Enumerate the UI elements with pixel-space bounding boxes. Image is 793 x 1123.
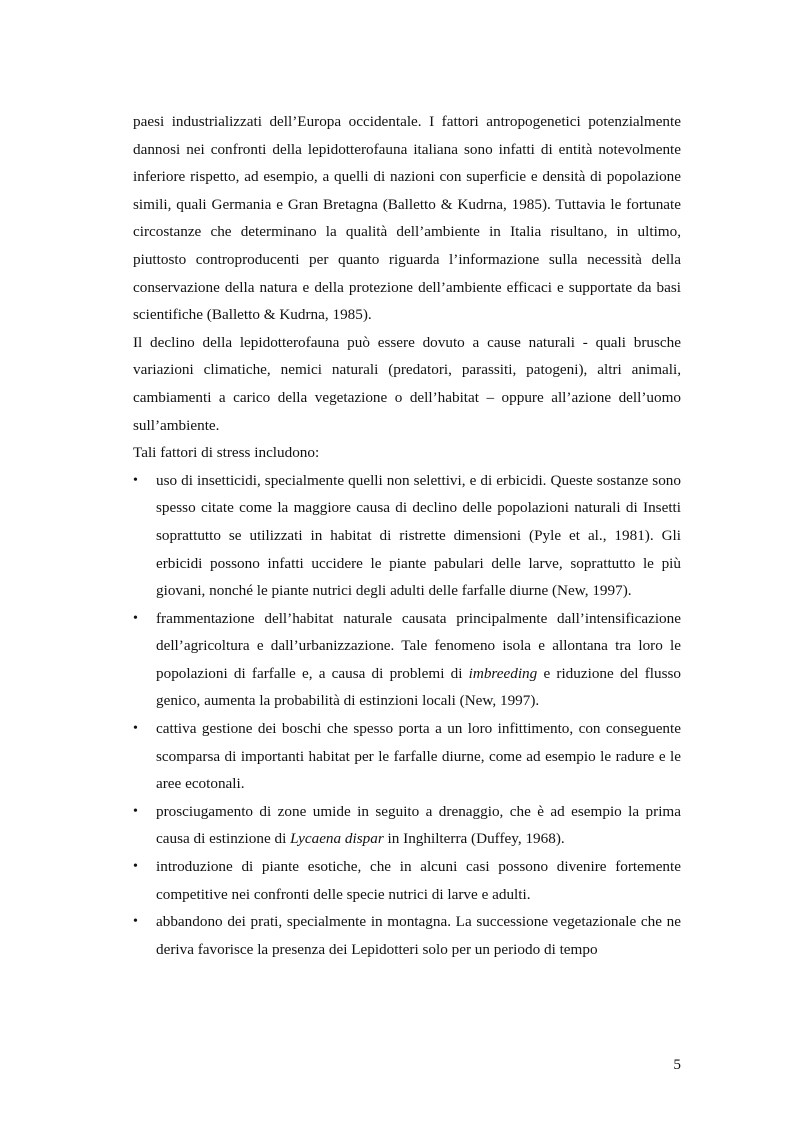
text-run: abbandono dei prati, specialmente in montagna. La successione vegetazionale che ne deriva favorisce la presenza dei Lepidotteri solo per un periodo di tempo xyxy=(156,913,681,958)
bullet-icon: • xyxy=(133,610,138,626)
bullet-icon: • xyxy=(133,472,138,488)
list-item-insecticides xyxy=(133,467,681,605)
list-item-forest-management xyxy=(133,715,681,798)
text-run: uso di insetticidi, specialmente quelli non selettivi, e di erbicidi. Queste sostanze sono spesso citate come la maggiore causa di declino delle popolazioni naturali di Insetti soprattutto se utilizzati in habitat di ristrette dimensioni (Pyle et al., 1981). Gli erbicidi possono infatti uccidere le piante pabulari delle larve, soprattutto le più giovani, nonché le piante nutrici degli adulti delle farfalle diurne (New, 1997). xyxy=(156,471,681,600)
text-run: e riduzione del flusso genico, aumenta la probabilità di estinzioni locali (New, 1997). xyxy=(156,664,681,710)
paragraph-decline-causes xyxy=(133,329,681,439)
italic-species-name: Lycaena dispar xyxy=(290,830,384,848)
list-item-meadow-abandonment xyxy=(133,908,681,963)
list-item-exotic-plants xyxy=(133,853,681,908)
paragraph-stress-factors-intro xyxy=(133,439,681,467)
bullet-icon: • xyxy=(133,721,138,737)
bullet-icon: • xyxy=(133,803,138,819)
body-text xyxy=(133,108,681,963)
list-item-habitat-fragmentation xyxy=(133,605,681,715)
page-number: 5 xyxy=(673,1056,681,1073)
italic-term: imbreeding xyxy=(468,664,538,682)
list-item-wetland-drainage xyxy=(133,798,681,853)
text-run: frammentazione dell’habitat naturale causata principalmente dall’intensificazione dell’agricoltura e dall’urbanizzazione. Tale fenomeno isola e allontana tra loro le popolazioni di farfalle e, a causa di problemi di xyxy=(156,609,681,682)
bullet-icon: • xyxy=(133,859,138,875)
bullet-icon: • xyxy=(133,914,138,930)
stress-factors-list xyxy=(133,467,681,964)
text-run: in Inghilterra (Duffey, 1968). xyxy=(383,830,565,848)
paragraph-intro xyxy=(133,108,681,329)
text-run: paesi industrializzati dell’Europa occidentale. I fattori antropogenetici potenzialmente dannosi nei confronti della lepidotterofauna italiana sono infatti di entità notevolmente inferiore rispetto, ad esempio, a quelli di nazioni con superficie e densità di popolazione simili, quali Germania e Gran Bretagna (Balletto & Kudrna, 1985). Tuttavia le fortunate circostanze che determinano la qualità dell’ambiente in Italia risultano, in ultimo, piuttosto controproducenti per quanto riguarda l’informazione sulla necessità della conservazione della natura e della protezione dell’ambiente efficaci e supportate da basi scientifiche (Balletto & Kudrna, 1985). xyxy=(133,113,681,324)
text-run: Tali fattori di stress includono: xyxy=(133,444,320,462)
text-run: introduzione di piante esotiche, che in alcuni casi possono divenire fortemente competitive nei confronti delle specie nutrici di larve e adulti. xyxy=(156,858,681,903)
text-run: cattiva gestione dei boschi che spesso porta a un loro infittimento, con conseguente scomparsa di importanti habitat per le farfalle diurne, come ad esempio le radure e le aree ecotonali. xyxy=(156,720,681,793)
text-run: Il declino della lepidotterofauna può essere dovuto a cause naturali - quali brusche variazioni climatiche, nemici naturali (predatori, parassiti, patogeni), altri animali, cambiamenti a carico della vegetazione o dell’habitat – oppure all’azione dell’uomo sull’ambiente. xyxy=(133,333,681,434)
text-run: prosciugamento di zone umide in seguito a drenaggio, che è ad esempio la prima causa di estinzione di xyxy=(156,802,681,848)
